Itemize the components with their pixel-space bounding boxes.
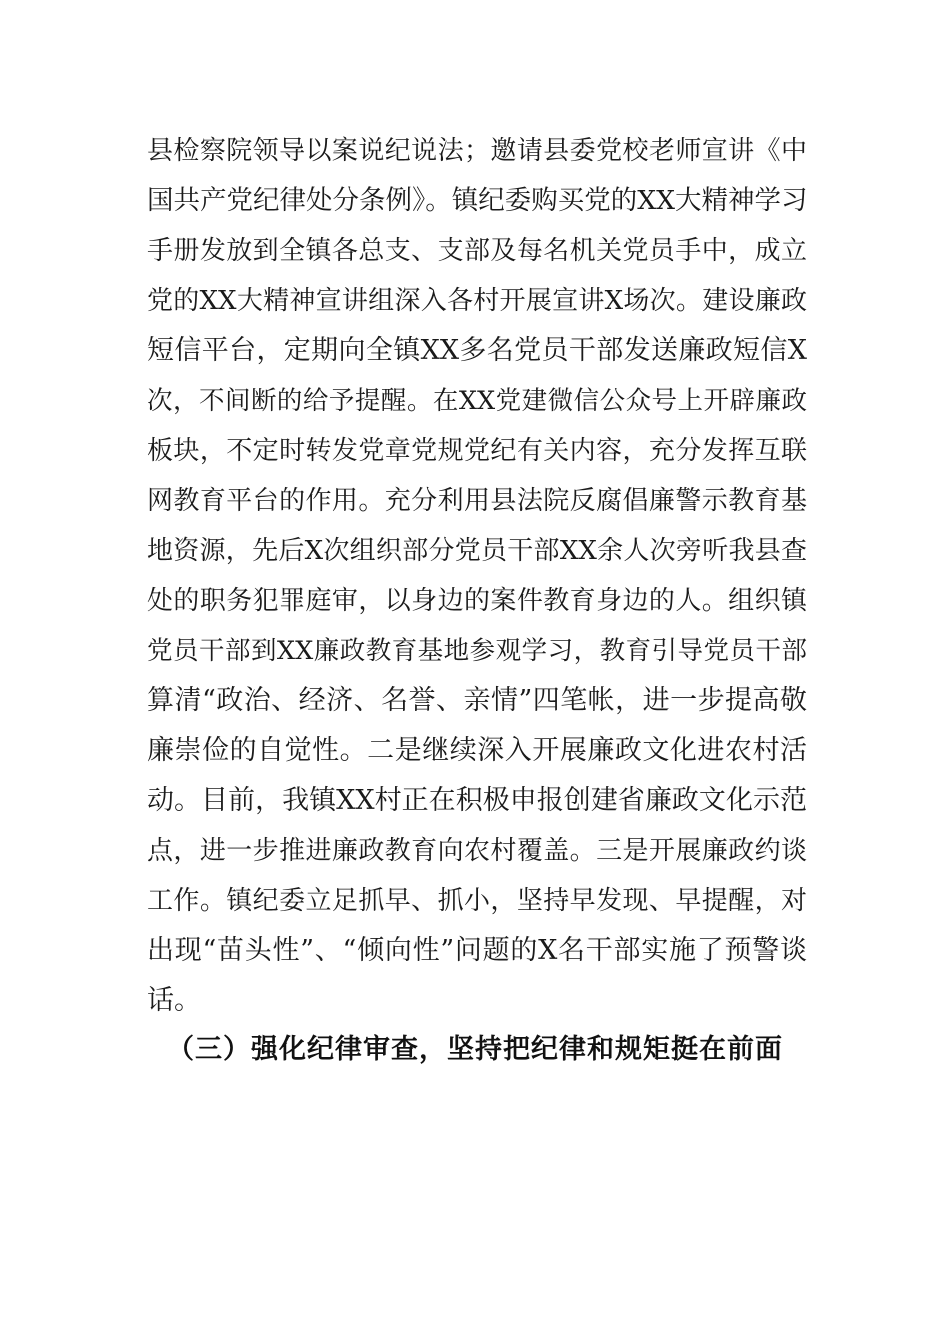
paragraph-line: 国共产党纪律处分条例》。镇纪委购买党的XX大精神学习 — [147, 185, 808, 216]
paragraph-line: 动。目前，我镇XX村正在积极申报创建省廉政文化示范 — [147, 785, 807, 816]
section-heading: （三）强化纪律审查，坚持把纪律和规矩挺在前面 — [167, 1034, 783, 1065]
paragraph-line: 党的XX大精神宣讲组深入各村开展宣讲X场次。建设廉政 — [147, 286, 807, 316]
paragraph-line: 县检察院领导以案说纪说法；邀请县委党校老师宣讲《中 — [147, 136, 807, 166]
paragraph-line: 党员干部到XX廉政教育基地参观学习，教育引导党员干部 — [147, 636, 807, 666]
paragraph-line: 短信平台，定期向全镇XX多名党员干部发送廉政短信X — [147, 335, 807, 366]
paragraph-line: 点，进一步推进廉政教育向农村覆盖。三是开展廉政约谈 — [147, 836, 807, 866]
paragraph-line: 处的职务犯罪庭审，以身边的案件教育身边的人。组织镇 — [147, 586, 807, 616]
paragraph-line: 网教育平台的作用。充分利用县法院反腐倡廉警示教育基 — [147, 486, 807, 516]
paragraph-line: 工作。镇纪委立足抓早、抓小，坚持早发现、早提醒，对 — [147, 886, 807, 916]
paragraph-line: 话。 — [147, 985, 201, 1016]
paragraph-line: 次，不间断的给予提醒。在XX党建微信公众号上开辟廉政 — [147, 386, 807, 416]
paragraph-line: 出现“苗头性”、“倾向性”问题的X名干部实施了预警谈 — [147, 935, 807, 966]
paragraph-line: 地资源，先后X次组织部分党员干部XX余人次旁听我县查 — [147, 536, 807, 566]
paragraph-line: 算清“政治、经济、名誉、亲情”四笔帐，进一步提高敬 — [147, 685, 807, 716]
paragraph-line: 手册发放到全镇各总支、支部及每名机关党员手中，成立 — [147, 236, 807, 266]
paragraph-line: 廉崇俭的自觉性。二是继续深入开展廉政文化进农村活 — [147, 735, 807, 766]
paragraph-line: 板块，不定时转发党章党规党纪有关内容，充分发挥互联 — [147, 436, 807, 466]
